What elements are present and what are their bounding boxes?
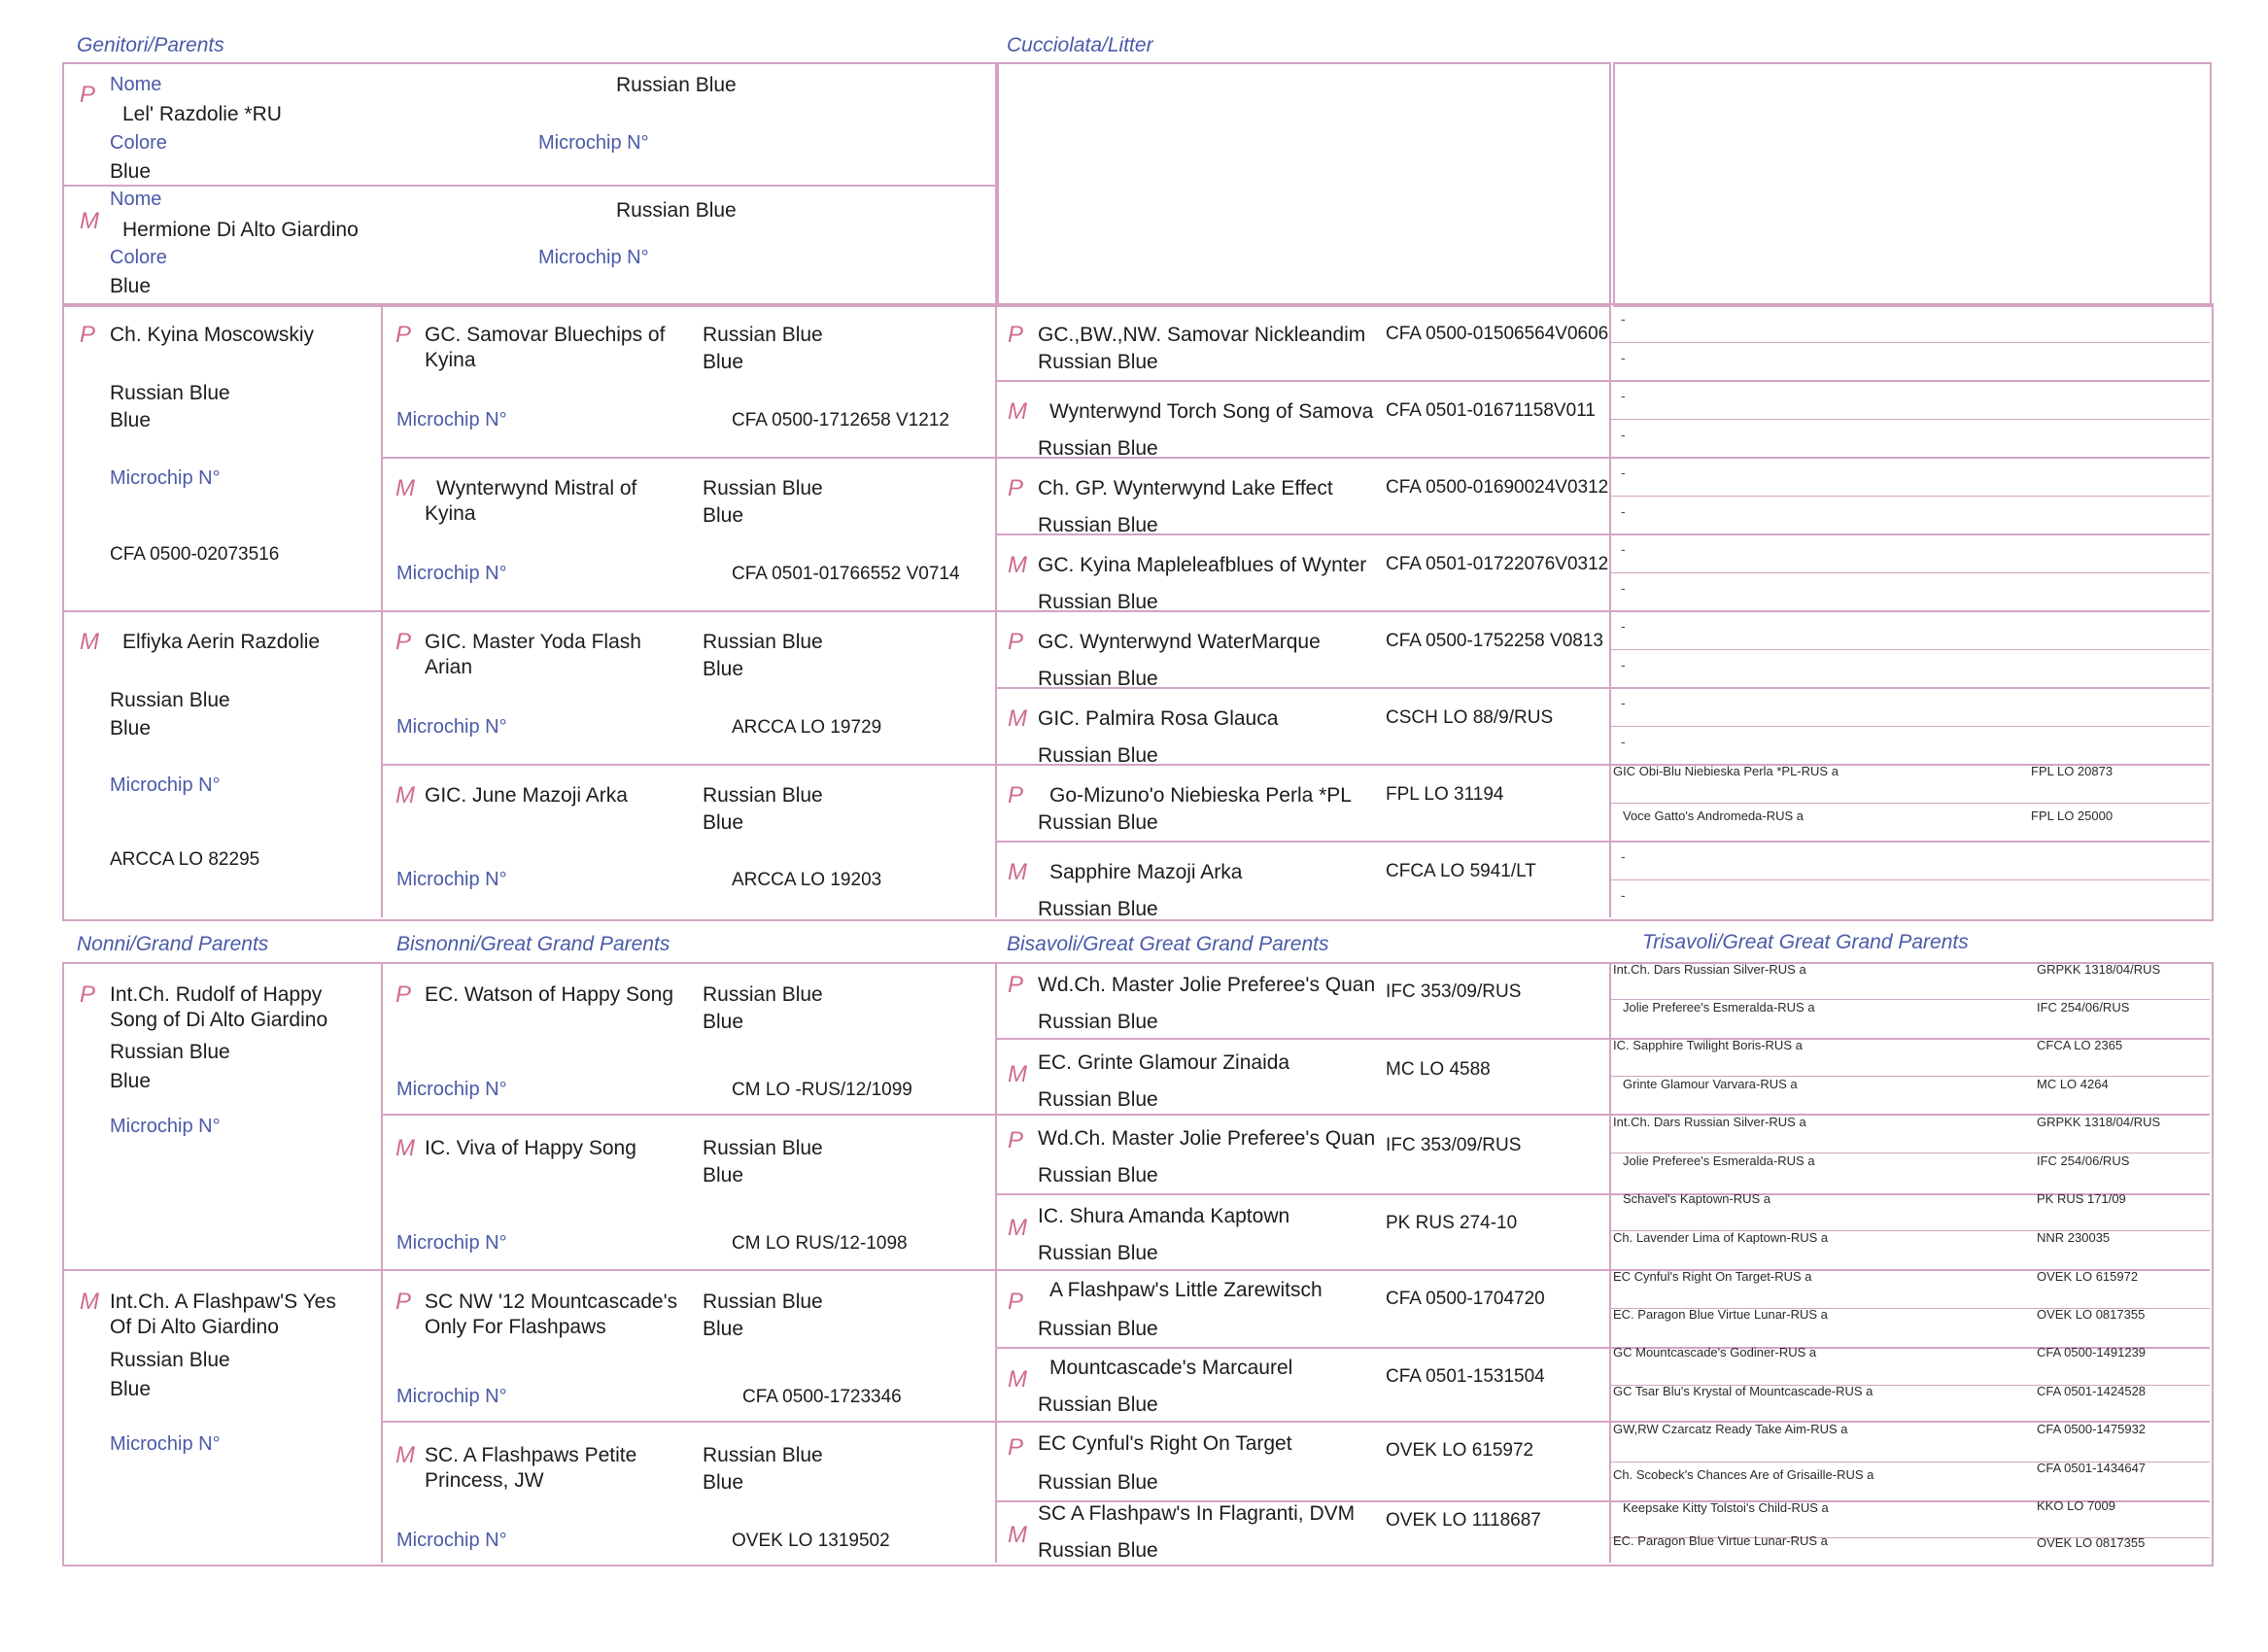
top-gg3-microchip-label: Microchip N° [396, 716, 507, 738]
top-gg3-chip: ARCCA LO 19729 [732, 717, 882, 738]
bottom-col-divider-1 [381, 962, 383, 1563]
top-ggg4-reg: CFA 0501-01722076V0312 [1386, 554, 1609, 574]
top-ggg3-breed: Russian Blue [1038, 514, 1158, 536]
top-gg2-color: Blue [703, 504, 744, 527]
top-tris-line [1609, 879, 2210, 880]
top-gg1-color: Blue [703, 351, 744, 373]
bottom-ggg6-name: Mountcascade's Marcaurel [1049, 1357, 1293, 1379]
bottom-gg2-breed: Russian Blue [703, 1137, 823, 1159]
top-ggg-divider-1 [995, 380, 2210, 382]
top-tris-line [1609, 726, 2210, 727]
top-tris-dash: - [1621, 541, 1626, 557]
bottom-gp-sire-breed: Russian Blue [110, 1041, 230, 1063]
bottom-tris-name: EC. Paragon Blue Virtue Lunar-RUS a [1613, 1533, 1828, 1548]
parents-divider [62, 185, 995, 187]
bottom-col-divider-3 [1609, 962, 1611, 1563]
bottom-tris-name: Int.Ch. Dars Russian Silver-RUS a [1613, 962, 1806, 977]
litter-notes-box [1613, 62, 2212, 307]
top-gg2-marker: M [395, 475, 415, 501]
bottom-tris-name: GC Mountcascade's Godiner-RUS a [1613, 1345, 1817, 1359]
bottom-gg1-color: Blue [703, 1011, 744, 1033]
section-great-title: Bisnonni/Great Grand Parents [396, 933, 670, 955]
bottom-gg4-name: SC. A Flashpaws Petite [425, 1444, 637, 1466]
top-ggg2-marker: M [1008, 398, 1027, 425]
top-tris-line [1609, 649, 2210, 650]
bottom-ggg3-marker: P [1008, 1127, 1024, 1153]
bottom-tris-reg: CFA 0501-1434647 [2037, 1461, 2147, 1475]
top-tris-dash: - [1621, 580, 1626, 596]
top-tris-dash: - [1621, 734, 1626, 749]
bottom-ggg5-name: A Flashpaw's Little Zarewitsch [1049, 1279, 1323, 1301]
top-ggg3-marker: P [1008, 475, 1024, 501]
bottom-tris-reg: CFA 0500-1491239 [2037, 1345, 2147, 1359]
top-ggg8-reg: CFCA LO 5941/LT [1386, 861, 1536, 881]
bottom-ggg2-breed: Russian Blue [1038, 1088, 1158, 1111]
top-tris-dash: - [1621, 695, 1626, 710]
bottom-gg-divider-2 [381, 1421, 2210, 1423]
top-ggg1-marker: P [1008, 322, 1024, 348]
top-gg1-breed: Russian Blue [703, 324, 823, 346]
bottom-ggg4-breed: Russian Blue [1038, 1242, 1158, 1264]
bottom-gp-dam-name-cont: Of Di Alto Giardino [110, 1316, 279, 1338]
top-gg2-name-cont: Kyina [425, 502, 476, 525]
top-tris-dash: - [1621, 503, 1626, 519]
top-gg2-name: Wynterwynd Mistral of [436, 477, 637, 499]
bottom-tris-name: Schavel's Kaptown-RUS a [1623, 1191, 1771, 1206]
top-gp-sire-marker: P [80, 322, 96, 348]
dam-microchip-label: Microchip N° [538, 247, 649, 268]
bottom-ggg3-reg: IFC 353/09/RUS [1386, 1135, 1522, 1155]
top-tris-dash: - [1621, 848, 1626, 864]
top-ggg6-name: GIC. Palmira Rosa Glauca [1038, 707, 1279, 730]
bottom-gg4-color: Blue [703, 1471, 744, 1494]
bottom-gg2-name: IC. Viva of Happy Song [425, 1137, 636, 1159]
bottom-gp-dam-breed: Russian Blue [110, 1349, 230, 1371]
top-tris-dash: - [1621, 618, 1626, 634]
bottom-tris-reg: CFA 0501-1424528 [2037, 1384, 2147, 1398]
bottom-tris-reg: GRPKK 1318/04/RUS [2037, 1115, 2161, 1129]
dam-colore-label: Colore [110, 247, 167, 268]
top-tris-dash: - [1621, 388, 1626, 403]
sire-nome-label: Nome [110, 74, 162, 95]
bottom-ggg3-breed: Russian Blue [1038, 1164, 1158, 1187]
top-gp-dam-breed: Russian Blue [110, 689, 230, 711]
top-ggg2-reg: CFA 0501-01671158V011 [1386, 400, 1596, 421]
top-ggg5-name: GC. Wynterwynd WaterMarque [1038, 631, 1321, 653]
top-tris-line [1609, 419, 2210, 420]
bottom-tris-name: GW,RW Czarcatz Ready Take Aim-RUS a [1613, 1422, 1848, 1436]
bottom-gg2-color: Blue [703, 1164, 744, 1187]
litter-box [995, 62, 1611, 307]
bottom-tris-name: Ch. Lavender Lima of Kaptown-RUS a [1613, 1230, 1829, 1245]
bottom-gg3-microchip-label: Microchip N° [396, 1386, 507, 1407]
bottom-gg-divider-1 [381, 1114, 2210, 1116]
top-ggg2-breed: Russian Blue [1038, 437, 1158, 460]
bottom-gp-sire-microchip-label: Microchip N° [110, 1116, 221, 1137]
top-ggg8-name: Sapphire Mazoji Arka [1049, 861, 1243, 883]
bottom-ggg8-breed: Russian Blue [1038, 1539, 1158, 1562]
top-ggg7-marker: P [1008, 782, 1024, 809]
top-ggg3-reg: CFA 0500-01690024V0312 [1386, 477, 1609, 498]
top-gg1-chip: CFA 0500-1712658 V1212 [732, 410, 949, 430]
bottom-gg1-chip: CM LO -RUS/12/1099 [732, 1080, 912, 1100]
top-gg3-breed: Russian Blue [703, 631, 823, 653]
bottom-tris-name: GC Tsar Blu's Krystal of Mountcascade-RUS a [1613, 1384, 1873, 1398]
bottom-ggg6-marker: M [1008, 1366, 1027, 1393]
bottom-ggg-divider-2 [995, 1193, 2210, 1195]
bottom-ggg6-breed: Russian Blue [1038, 1394, 1158, 1416]
bottom-ggg1-name: Wd.Ch. Master Jolie Preferee's Quan [1038, 974, 1376, 996]
top-tris-dash: - [1621, 350, 1626, 365]
bottom-ggg5-breed: Russian Blue [1038, 1318, 1158, 1340]
bottom-tris-reg: IFC 254/06/RUS [2037, 1153, 2130, 1168]
bottom-ggg5-reg: CFA 0500-1704720 [1386, 1289, 1545, 1309]
bottom-gp-divider [62, 1269, 2210, 1271]
bottom-gp-sire-color: Blue [110, 1070, 152, 1092]
top-ggg6-reg: CSCH LO 88/9/RUS [1386, 707, 1554, 728]
bottom-tris-reg: OVEK LO 0817355 [2037, 1535, 2146, 1550]
bottom-ggg1-marker: P [1008, 972, 1024, 998]
bottom-gp-dam-microchip-label: Microchip N° [110, 1433, 221, 1455]
bottom-gg3-name-cont: Only For Flashpaws [425, 1316, 606, 1338]
bottom-gg3-color: Blue [703, 1318, 744, 1340]
top-gg4-breed: Russian Blue [703, 784, 823, 807]
top-ggg3-name: Ch. GP. Wynterwynd Lake Effect [1038, 477, 1333, 499]
top-ggg7-reg: FPL LO 31194 [1386, 784, 1504, 805]
top-gp-dam-marker: M [80, 629, 99, 655]
bottom-ggg4-name: IC. Shura Amanda Kaptown [1038, 1205, 1290, 1227]
section-litter-title: Cucciolata/Litter [1007, 34, 1153, 56]
top-tris-dash: - [1621, 887, 1626, 903]
dam-name: Hermione Di Alto Giardino [122, 219, 359, 241]
bottom-gg3-name: SC NW '12 Mountcascade's [425, 1291, 678, 1313]
top-ggg6-marker: M [1008, 706, 1027, 732]
bottom-tris-name: Grinte Glamour Varvara-RUS a [1623, 1077, 1798, 1091]
bottom-tris-name: EC Cynful's Right On Target-RUS a [1613, 1269, 1812, 1284]
bottom-ggg7-breed: Russian Blue [1038, 1471, 1158, 1494]
top-gg4-color: Blue [703, 811, 744, 834]
sire-marker: P [80, 82, 96, 108]
bottom-ggg-divider-3 [995, 1347, 2210, 1349]
top-tris-reg: FPL LO 20873 [2031, 764, 2113, 778]
bottom-tris-reg: GRPKK 1318/04/RUS [2037, 962, 2161, 977]
top-gp-dam-microchip-label: Microchip N° [110, 774, 221, 796]
top-ggg-divider-4 [995, 841, 2210, 843]
bottom-gg1-marker: P [395, 981, 412, 1008]
bottom-gg3-breed: Russian Blue [703, 1291, 823, 1313]
dam-marker: M [80, 208, 99, 234]
section-parents-title: Genitori/Parents [77, 34, 224, 56]
bottom-ggg8-marker: M [1008, 1522, 1027, 1548]
top-tris-name: Voce Gatto's Andromeda-RUS a [1623, 809, 1804, 823]
bottom-ggg1-reg: IFC 353/09/RUS [1386, 981, 1522, 1002]
dam-breed: Russian Blue [616, 199, 737, 222]
top-gg4-chip: ARCCA LO 19203 [732, 870, 882, 890]
top-ggg8-marker: M [1008, 859, 1027, 885]
top-gg3-marker: P [395, 629, 412, 655]
top-ggg4-breed: Russian Blue [1038, 591, 1158, 613]
bottom-gg3-marker: P [395, 1289, 412, 1315]
top-tris-dash: - [1621, 465, 1626, 480]
bottom-tris-name: IC. Sapphire Twilight Boris-RUS a [1613, 1038, 1803, 1052]
bottom-ggg6-reg: CFA 0501-1531504 [1386, 1366, 1545, 1387]
dam-color: Blue [110, 275, 152, 297]
top-gg4-microchip-label: Microchip N° [396, 869, 507, 890]
dam-nome-label: Nome [110, 189, 162, 210]
section-grand-title: Nonni/Grand Parents [77, 933, 269, 955]
top-gg1-name: GC. Samovar Bluechips of [425, 324, 666, 346]
top-gg4-name: GIC. June Mazoji Arka [425, 784, 628, 807]
top-ggg-divider-2 [995, 533, 2210, 535]
bottom-tris-reg: OVEK LO 0817355 [2037, 1307, 2146, 1322]
top-tris-dash: - [1621, 657, 1626, 672]
top-gg2-microchip-label: Microchip N° [396, 563, 507, 584]
top-ggg2-name: Wynterwynd Torch Song of Samova [1049, 400, 1374, 423]
sire-name: Lel' Razdolie *RU [122, 103, 282, 125]
bottom-tris-name: Jolie Preferee's Esmeralda-RUS a [1623, 1000, 1815, 1015]
sire-color: Blue [110, 160, 152, 183]
bottom-gg4-chip: OVEK LO 1319502 [732, 1531, 890, 1551]
bottom-gg1-name: EC. Watson of Happy Song [425, 983, 674, 1006]
bottom-tris-reg: OVEK LO 615972 [2037, 1269, 2139, 1284]
top-gg4-marker: M [395, 782, 415, 809]
bottom-ggg8-name: SC A Flashpaw's In Flagranti, DVM [1038, 1502, 1356, 1525]
top-gg3-color: Blue [703, 658, 744, 680]
bottom-ggg-divider-1 [995, 1038, 2210, 1040]
top-ggg8-breed: Russian Blue [1038, 898, 1158, 920]
bottom-gg2-microchip-label: Microchip N° [396, 1232, 507, 1254]
bottom-gg4-marker: M [395, 1442, 415, 1468]
top-gg-divider-1 [381, 457, 2210, 459]
sire-breed: Russian Blue [616, 74, 737, 96]
top-ggg1-breed: Russian Blue [1038, 351, 1158, 373]
bottom-ggg7-reg: OVEK LO 615972 [1386, 1440, 1534, 1461]
top-tris-name: GIC Obi-Blu Niebieska Perla *PL-RUS a [1613, 764, 1838, 778]
top-ggg5-breed: Russian Blue [1038, 668, 1158, 690]
top-gp-dam-chip: ARCCA LO 82295 [110, 849, 260, 870]
bottom-gg1-breed: Russian Blue [703, 983, 823, 1006]
bottom-gp-dam-marker: M [80, 1289, 99, 1315]
bottom-gg2-marker: M [395, 1135, 415, 1161]
bottom-tris-reg: CFCA LO 2365 [2037, 1038, 2123, 1052]
bottom-gg1-microchip-label: Microchip N° [396, 1079, 507, 1100]
top-tris-line [1609, 342, 2210, 343]
sire-colore-label: Colore [110, 132, 167, 154]
bottom-ggg4-reg: PK RUS 274-10 [1386, 1213, 1518, 1233]
top-gp-sire-name: Ch. Kyina Moscowskiy [110, 324, 315, 346]
top-gp-sire-microchip-label: Microchip N° [110, 467, 221, 489]
bottom-ggg5-marker: P [1008, 1289, 1024, 1315]
bottom-tris-name: Ch. Scobeck's Chances Are of Grisaille-RUS a [1613, 1467, 1874, 1482]
bottom-tris-reg: MC LO 4264 [2037, 1077, 2109, 1091]
top-tris-line [1609, 496, 2210, 497]
top-ggg5-marker: P [1008, 629, 1024, 655]
bottom-ggg7-name: EC Cynful's Right On Target [1038, 1432, 1292, 1455]
top-tris-reg: FPL LO 25000 [2031, 809, 2113, 823]
top-ggg1-name: GC.,BW.,NW. Samovar Nickleandim [1038, 324, 1366, 346]
top-gp-sire-color: Blue [110, 409, 152, 431]
top-ggg7-breed: Russian Blue [1038, 811, 1158, 834]
bottom-gg3-chip: CFA 0500-1723346 [742, 1387, 902, 1407]
top-gp-sire-chip: CFA 0500-02073516 [110, 544, 280, 565]
bottom-ggg7-marker: P [1008, 1434, 1024, 1461]
bottom-gg4-breed: Russian Blue [703, 1444, 823, 1466]
bottom-gp-sire-name: Int.Ch. Rudolf of Happy [110, 983, 323, 1006]
bottom-tris-reg: NNR 230035 [2037, 1230, 2111, 1245]
top-gp-dam-name: Elfiyka Aerin Razdolie [122, 631, 321, 653]
bottom-gg4-name-cont: Princess, JW [425, 1469, 544, 1492]
bottom-tris-name: Keepsake Kitty Tolstoi's Child-RUS a [1623, 1500, 1829, 1515]
bottom-ggg2-marker: M [1008, 1061, 1027, 1087]
bottom-gp-dam-color: Blue [110, 1378, 152, 1400]
top-gg1-marker: P [395, 322, 412, 348]
top-ggg4-name: GC. Kyina Mapleleafblues of Wynter [1038, 554, 1367, 576]
bottom-tris-name: Int.Ch. Dars Russian Silver-RUS a [1613, 1115, 1806, 1129]
bottom-gp-sire-marker: P [80, 981, 96, 1008]
top-gg2-breed: Russian Blue [703, 477, 823, 499]
sire-microchip-label: Microchip N° [538, 132, 649, 154]
top-tris-line [1609, 803, 2210, 804]
bottom-gg2-chip: CM LO RUS/12-1098 [732, 1233, 908, 1254]
bottom-tris-reg: KKO LO 7009 [2037, 1498, 2115, 1513]
top-gg3-name-cont: Arian [425, 656, 473, 678]
bottom-tris-reg: PK RUS 171/09 [2037, 1191, 2126, 1206]
top-gp-sire-breed: Russian Blue [110, 382, 230, 404]
bottom-ggg3-name: Wd.Ch. Master Jolie Preferee's Quan [1038, 1127, 1376, 1150]
top-tris-line [1609, 572, 2210, 573]
top-ggg7-name: Go-Mizuno'o Niebieska Perla *PL [1049, 784, 1352, 807]
bottom-tris-reg: IFC 254/06/RUS [2037, 1000, 2130, 1015]
top-gp-dam-color: Blue [110, 717, 152, 740]
top-ggg6-breed: Russian Blue [1038, 744, 1158, 767]
bottom-tris-name: Jolie Preferee's Esmeralda-RUS a [1623, 1153, 1815, 1168]
top-gg1-microchip-label: Microchip N° [396, 409, 507, 430]
top-gg1-name-cont: Kyina [425, 349, 476, 371]
top-gg3-name: GIC. Master Yoda Flash [425, 631, 641, 653]
bottom-ggg2-name: EC. Grinte Glamour Zinaida [1038, 1051, 1290, 1074]
top-ggg4-marker: M [1008, 552, 1027, 578]
top-gg-divider-2 [381, 764, 2210, 766]
bottom-col-divider-2 [995, 962, 997, 1563]
top-gg2-chip: CFA 0501-01766552 V0714 [732, 564, 960, 584]
top-tris-dash: - [1621, 311, 1626, 327]
section-gg-title: Bisavoli/Great Great Grand Parents [1007, 933, 1329, 955]
top-ggg-divider-3 [995, 687, 2210, 689]
bottom-ggg1-breed: Russian Blue [1038, 1011, 1158, 1033]
top-tris-dash: - [1621, 427, 1626, 442]
bottom-ggg2-reg: MC LO 4588 [1386, 1059, 1491, 1080]
top-ggg1-reg: CFA 0500-01506564V0606 [1386, 324, 1609, 344]
bottom-ggg8-reg: OVEK LO 1118687 [1386, 1510, 1541, 1531]
section-ggg-title: Trisavoli/Great Great Grand Parents [1642, 931, 1969, 953]
bottom-ggg4-marker: M [1008, 1215, 1027, 1241]
bottom-gp-sire-name-cont: Song of Di Alto Giardino [110, 1009, 328, 1031]
bottom-tris-name: EC. Paragon Blue Virtue Lunar-RUS a [1613, 1307, 1828, 1322]
top-ggg5-reg: CFA 0500-1752258 V0813 [1386, 631, 1603, 651]
bottom-tris-reg: CFA 0500-1475932 [2037, 1422, 2147, 1436]
bottom-gg4-microchip-label: Microchip N° [396, 1530, 507, 1551]
bottom-gp-dam-name: Int.Ch. A Flashpaw'S Yes [110, 1291, 336, 1313]
